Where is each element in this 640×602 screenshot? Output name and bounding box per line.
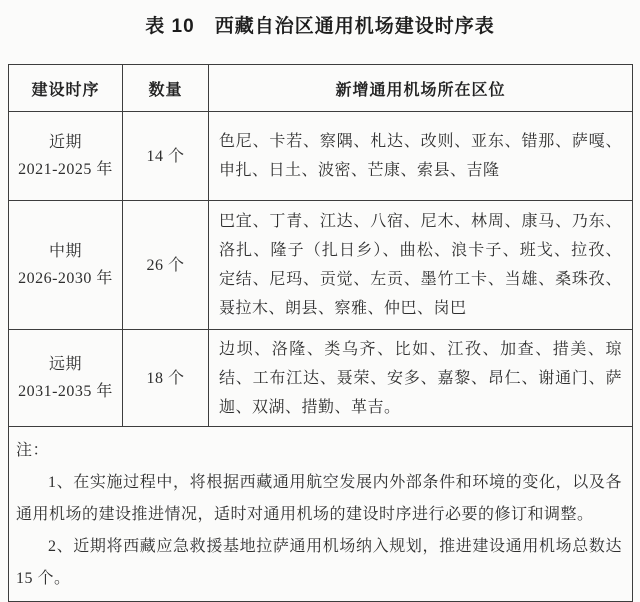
notes-cell <box>9 427 633 602</box>
notes-label: 注： <box>16 442 50 459</box>
document-page <box>0 11 640 587</box>
table-row-near-term <box>9 112 633 201</box>
period-cell <box>9 112 123 201</box>
period-name: 远期 <box>48 356 82 373</box>
period-cell <box>9 201 123 330</box>
period-name: 中期 <box>48 243 82 260</box>
count-cell: 18 个 <box>123 330 209 427</box>
note-item: 2、近期将西藏应急救援基地拉萨通用机场纳入规划，推进建设通用机场总数达 15 个。 <box>16 538 622 587</box>
column-header-period: 建设时序 <box>9 65 123 112</box>
page-title: 表 10 西藏自治区通用机场建设时序表 <box>145 16 495 37</box>
period-years: 2026-2030 年 <box>18 270 113 287</box>
count-cell: 14 个 <box>123 112 209 201</box>
locations-cell: 边坝、洛隆、类乌齐、比如、江孜、加查、措美、琼结、工布江达、聂荣、安多、嘉黎、昂仁、谢通门、萨迦、双湖、措勤、革吉。 <box>209 330 633 427</box>
airport-schedule-table <box>8 64 633 602</box>
locations-cell: 巴宜、丁青、江达、八宿、尼木、林周、康马、乃东、洛扎、隆子（扎日乡）、曲松、浪卡子、班戈、拉孜、定结、尼玛、贡觉、左贡、墨竹工卡、当雄、桑珠孜、聂拉木、朗县、察雅、仲巴、岗巴 <box>209 201 633 330</box>
column-header-locations: 新增通用机场所在区位 <box>209 65 633 112</box>
period-years: 2031-2035 年 <box>18 383 113 400</box>
period-cell <box>9 330 123 427</box>
locations-cell: 色尼、卡若、察隅、札达、改则、亚东、错那、萨嘎、申扎、日土、波密、芒康、索县、吉隆 <box>209 112 633 201</box>
period-years: 2021-2025 年 <box>18 161 113 178</box>
period-name: 近期 <box>48 134 82 151</box>
table-row-mid-term <box>9 201 633 330</box>
table-row-far-term <box>9 330 633 427</box>
note-item: 1、在实施过程中，将根据西藏通用航空发展内外部条件和环境的变化，以及各通用机场的建设推进情况，适时对通用机场的建设时序进行必要的修订和调整。 <box>16 474 622 523</box>
notes-row <box>9 427 633 602</box>
count-cell: 26 个 <box>123 201 209 330</box>
table-header-row <box>9 65 633 112</box>
column-header-count: 数量 <box>123 65 209 112</box>
